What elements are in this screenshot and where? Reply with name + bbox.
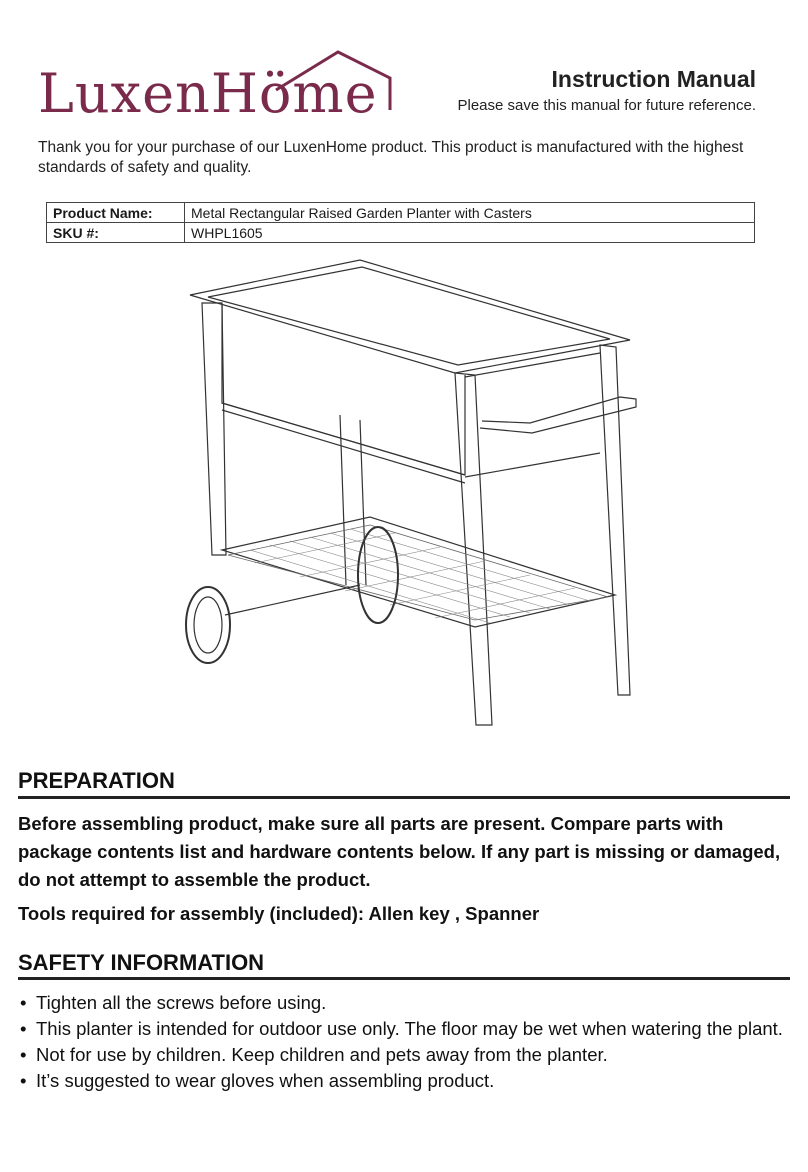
page-subtitle: Please save this manual for future reference.	[457, 97, 756, 114]
section-divider	[18, 977, 790, 980]
page-title: Instruction Manual	[551, 66, 756, 92]
list-item: • Not for use by children. Keep children and pets away from the planter.	[18, 1042, 788, 1068]
product-name-label: Product Name:	[47, 203, 185, 223]
intro-text: Thank you for your purchase of our LuxenHome product. This product is manufactured with the highest standards of safety and quality.	[38, 139, 744, 176]
bullet-icon: •	[20, 1070, 27, 1091]
table-row	[47, 203, 755, 223]
product-info-table	[46, 202, 755, 243]
brand-logo	[38, 48, 398, 128]
preparation-heading: PREPARATION	[18, 768, 175, 793]
sku-label: SKU #:	[47, 223, 185, 243]
list-item: • It’s suggested to wear gloves when assembling product.	[18, 1068, 788, 1094]
sku-value: WHPL1605	[185, 223, 755, 243]
table-row	[47, 223, 755, 243]
section-divider	[18, 796, 790, 799]
bullet-icon: •	[20, 992, 27, 1013]
bullet-icon: •	[20, 1044, 27, 1065]
brand-name: LuxenHöme	[38, 62, 378, 125]
safety-list	[18, 990, 788, 1094]
bullet-icon: •	[20, 1018, 27, 1039]
safety-heading: SAFETY INFORMATION	[18, 950, 265, 975]
list-item: • This planter is intended for outdoor use only. The floor may be wet when watering the plant.	[18, 1016, 788, 1042]
product-name-value: Metal Rectangular Raised Garden Planter with Casters	[185, 203, 755, 223]
list-item: • Tighten all the screws before using.	[18, 990, 788, 1016]
tools-text: Tools required for assembly (included): Allen key , Spanner	[18, 903, 540, 924]
preparation-text: Before assembling product, make sure all parts are present. Compare parts with package contents list and hardware contents below. If any part is missing or damaged, do not attempt to assemble the product.	[18, 813, 781, 890]
planter-illustration	[170, 255, 650, 740]
